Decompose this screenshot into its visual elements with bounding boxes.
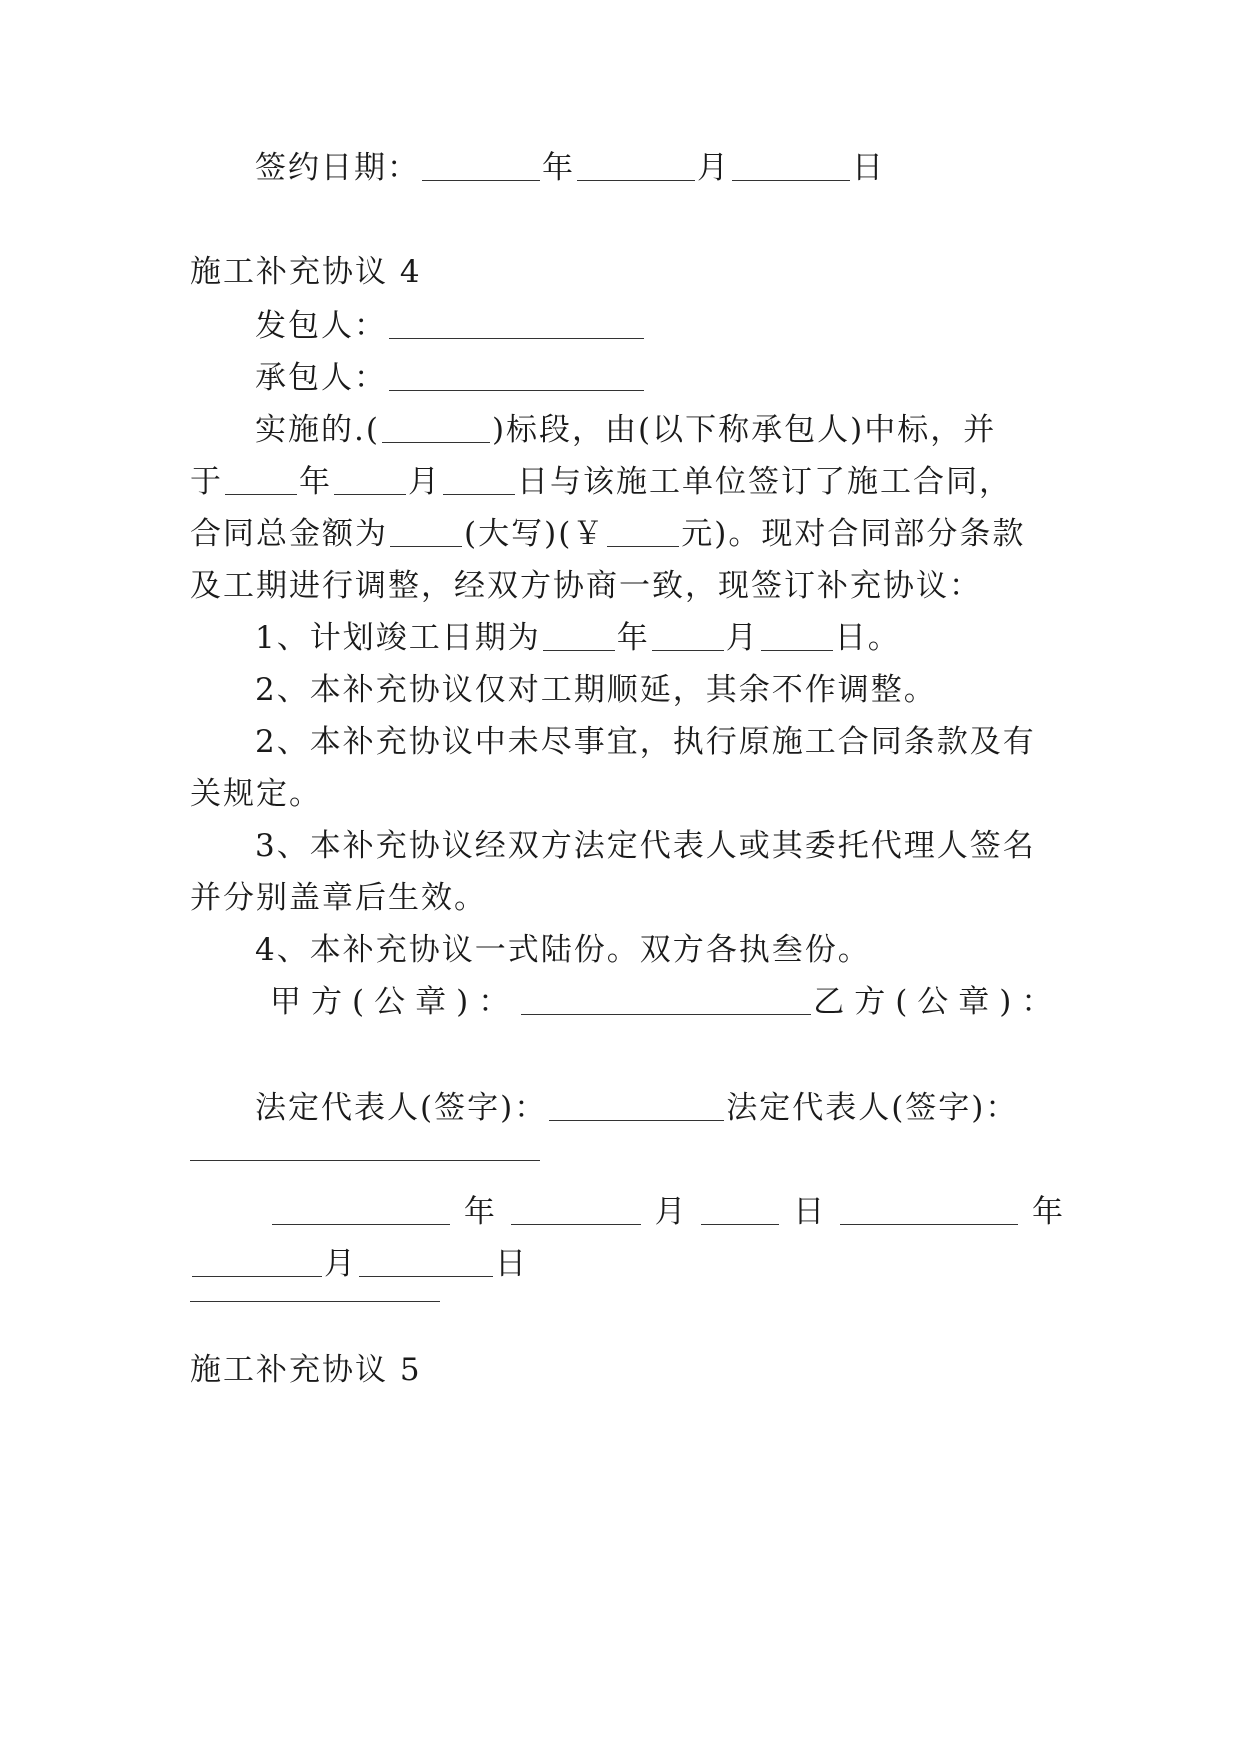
item3-a: 2、本补充协议中未尽事宜，执行原施工合同条款及有 [255,724,1036,760]
blank-year[interactable] [422,152,540,181]
blank-party-b[interactable] [190,1160,540,1161]
blank-complete-year[interactable] [543,622,615,651]
rep-b-label: 法定代表人(签字)： [726,1090,1019,1126]
blank-date-a-year[interactable] [272,1196,450,1225]
item3-b: 关规定。 [190,776,322,812]
blank-sign-day[interactable] [443,466,515,495]
date-a-month: 月 [654,1194,688,1230]
para3-text-a: 合同总金额为 [190,516,388,552]
para3-text-b: (大写)(￥ [464,516,606,552]
year-label: 年 [542,150,575,186]
item1 [255,618,1050,658]
date-b-month: 月 [324,1246,357,1282]
para3 [190,514,1050,554]
date-line-a [270,1192,1066,1232]
contractor-label: 承包人： [255,360,387,396]
date-line-b [190,1244,1050,1284]
blank-day[interactable] [732,152,850,181]
date-b-year: 年 [1032,1194,1066,1230]
blank-date-a-month[interactable] [511,1196,641,1225]
date-b-day: 日 [495,1246,528,1282]
day-label: 日 [852,150,885,186]
blank-date-b-year[interactable] [840,1196,1018,1225]
para1-text-a: 实施的.( [255,412,380,448]
month-label: 月 [697,150,730,186]
para1 [255,410,1050,450]
para2-year: 年 [299,464,332,500]
para3-text-c: 元)。现对合同部分条款 [681,516,1026,552]
blank-section[interactable] [382,414,490,443]
section4-title: 施工补充协议 4 [190,254,422,290]
item1-year: 年 [616,620,650,656]
party-b-label: 乙方(公章)： [813,984,1063,1020]
item2: 2、本补充协议仅对工期顺延，其余不作调整。 [255,672,937,708]
item1-month: 月 [725,620,759,656]
para1-text-b: )标段，由(以下称承包人)中标，并 [491,412,997,448]
para2 [190,462,1050,502]
blank-party-a[interactable] [521,986,811,1015]
blank-complete-day[interactable] [761,622,833,651]
blank-amount-number[interactable] [607,518,679,547]
section5-title: 施工补充协议 5 [190,1352,422,1388]
blank-complete-month[interactable] [652,622,724,651]
date-a-year: 年 [463,1194,497,1230]
blank-employer[interactable] [389,310,644,339]
blank-rep-a[interactable] [549,1092,724,1121]
blank-sign-month[interactable] [334,466,406,495]
para4: 及工期进行调整，经双方协商一致，现签订补充协议： [190,568,982,604]
item5: 4、本补充协议一式陆份。双方各执叁份。 [255,932,871,968]
blank-date-b-day[interactable] [359,1248,493,1277]
item4-b: 并分别盖章后生效。 [190,880,487,916]
item4-a: 3、本补充协议经双方法定代表人或其委托代理人签名 [255,828,1036,864]
blank-rep-b[interactable] [190,1301,440,1302]
employer-line [255,306,1050,346]
signing-date-line [255,148,1050,188]
signing-date-label: 签约日期： [255,150,420,186]
party-line [270,982,1063,1022]
item1-text-a: 1、计划竣工日期为 [255,620,541,656]
blank-month[interactable] [577,152,695,181]
blank-date-a-day[interactable] [701,1196,779,1225]
rep-a-label: 法定代表人(签字)： [255,1090,548,1126]
employer-label: 发包人： [255,308,387,344]
item1-day: 日。 [834,620,901,656]
para2-text-d: 日与该施工单位签订了施工合同， [517,464,1012,500]
blank-amount-words[interactable] [390,518,462,547]
para2-month: 月 [408,464,441,500]
contractor-line [255,358,1050,398]
blank-date-b-month[interactable] [192,1248,322,1277]
blank-contractor[interactable] [389,362,644,391]
rep-line [255,1088,1050,1128]
blank-sign-year[interactable] [225,466,297,495]
date-a-day: 日 [793,1194,827,1230]
para2-text-a: 于 [190,464,223,500]
party-a-label: 甲方(公章)： [270,984,520,1020]
